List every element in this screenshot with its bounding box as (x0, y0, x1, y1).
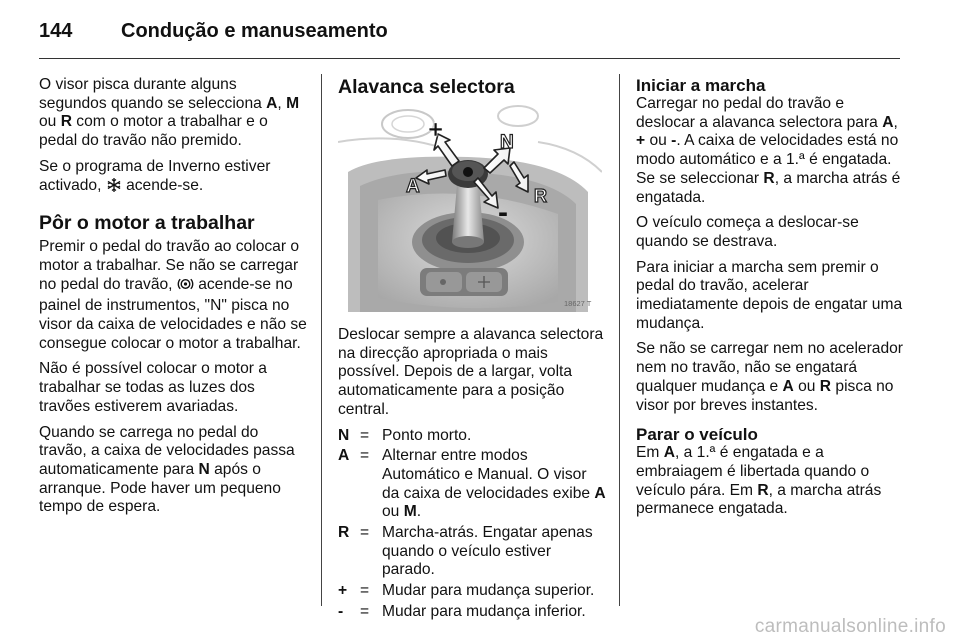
figure-label-a: A (406, 176, 420, 197)
list-item: - = Mudar para mudança inferior. (338, 602, 586, 620)
lever-instructions-paragraph: Deslocar sempre a alavanca selectora na direcção apropriada o mais possível. Depois de a largar, volta automaticamente para a posição central. (338, 326, 604, 418)
start-engine-paragraph: Premir o pedal do travão ao colocar o motor a trabalhar. Se não se carregar no pedal do travão, acende-se no painel de instrumentos, "N" pisca no visor da caixa de velocidades e não se consegue colocar o motor a trabalhar. (39, 238, 307, 352)
winter-program-paragraph: Se o programa de Inverno estiver activado, acende-se. (39, 158, 307, 198)
column-divider-2 (619, 74, 620, 606)
stop-vehicle-paragraph: Em A, a 1.ª é engatada e a embraiagem é libertada quando o veículo pára. Em R, a marcha atrás permanece engatada. (636, 444, 882, 518)
auto-neutral-paragraph: Quando se carrega no pedal do travão, a caixa de velocidades passa automaticamente para N após o arranque. Pode haver um pequeno tempo de espera. (39, 423, 295, 516)
section-title: Condução e manuseamento (121, 20, 388, 42)
page-number: 144 (39, 20, 73, 42)
start-driving-paragraph: Carregar no pedal do travão e deslocar a alavanca selectora para A, + ou -. A caixa de velocidades está no modo automático e a 1.ª é engatada. Se se seleccionar R, a marcha atrás é engatada. (636, 95, 901, 206)
display-flash-paragraph: O visor pisca durante alguns segundos quando se selecciona A, M ou R com o motor a trabalhar e o pedal do travão não premido. (39, 76, 300, 150)
release-brake-paragraph: O veículo começa a deslocar-se quando se destrava. (636, 214, 859, 250)
brake-pedal-warning-icon (177, 276, 194, 298)
watermark: carmanualsonline.info (754, 616, 946, 637)
heading-start-driving: Iniciar a marcha (636, 76, 766, 95)
heading-stop-vehicle: Parar o veículo (636, 425, 758, 445)
figure-label-n: N (500, 132, 514, 153)
figure-label-minus: - (498, 196, 508, 229)
list-item: + = Mudar para mudança superior. (338, 582, 595, 600)
brake-lights-paragraph: Não é possível colocar o motor a trabalhar se todas as luzes dos travões estiverem avariadas. (39, 360, 267, 415)
column-left (39, 76, 307, 524)
no-brake-start-paragraph: Para iniciar a marcha sem premir o pedal do travão, acelerar imediatamente depois de engatar uma mudança. (636, 258, 903, 332)
list-item: R = Marcha-atrás. Engatar apenas quando o veículo estiver parado. (338, 524, 593, 579)
figure-label-plus: + (428, 114, 444, 144)
column-divider-1 (321, 74, 322, 606)
list-item: N = Ponto morto. (338, 426, 472, 444)
snowflake-icon (106, 177, 122, 199)
figure-reference: 18627 T (564, 299, 592, 308)
header-rule (39, 58, 900, 59)
heading-start-engine: Pôr o motor a trabalhar (39, 212, 255, 235)
list-item: A = Alternar entre modos Automático e Manual. O visor da caixa de velocidades exibe A ou M. (338, 447, 606, 521)
column-right (636, 76, 904, 526)
figure-label-r: R (534, 186, 547, 206)
heading-selector-lever: Alavanca selectora (338, 76, 515, 98)
lever-positions-list (338, 427, 606, 622)
column-middle (338, 76, 606, 624)
no-gear-engaged-paragraph: Se não se carregar nem no acelerador nem no travão, não se engatará qualquer mudança e A ou R pisca no visor por breves instantes. (636, 340, 903, 414)
selector-lever-illustration (338, 102, 602, 312)
